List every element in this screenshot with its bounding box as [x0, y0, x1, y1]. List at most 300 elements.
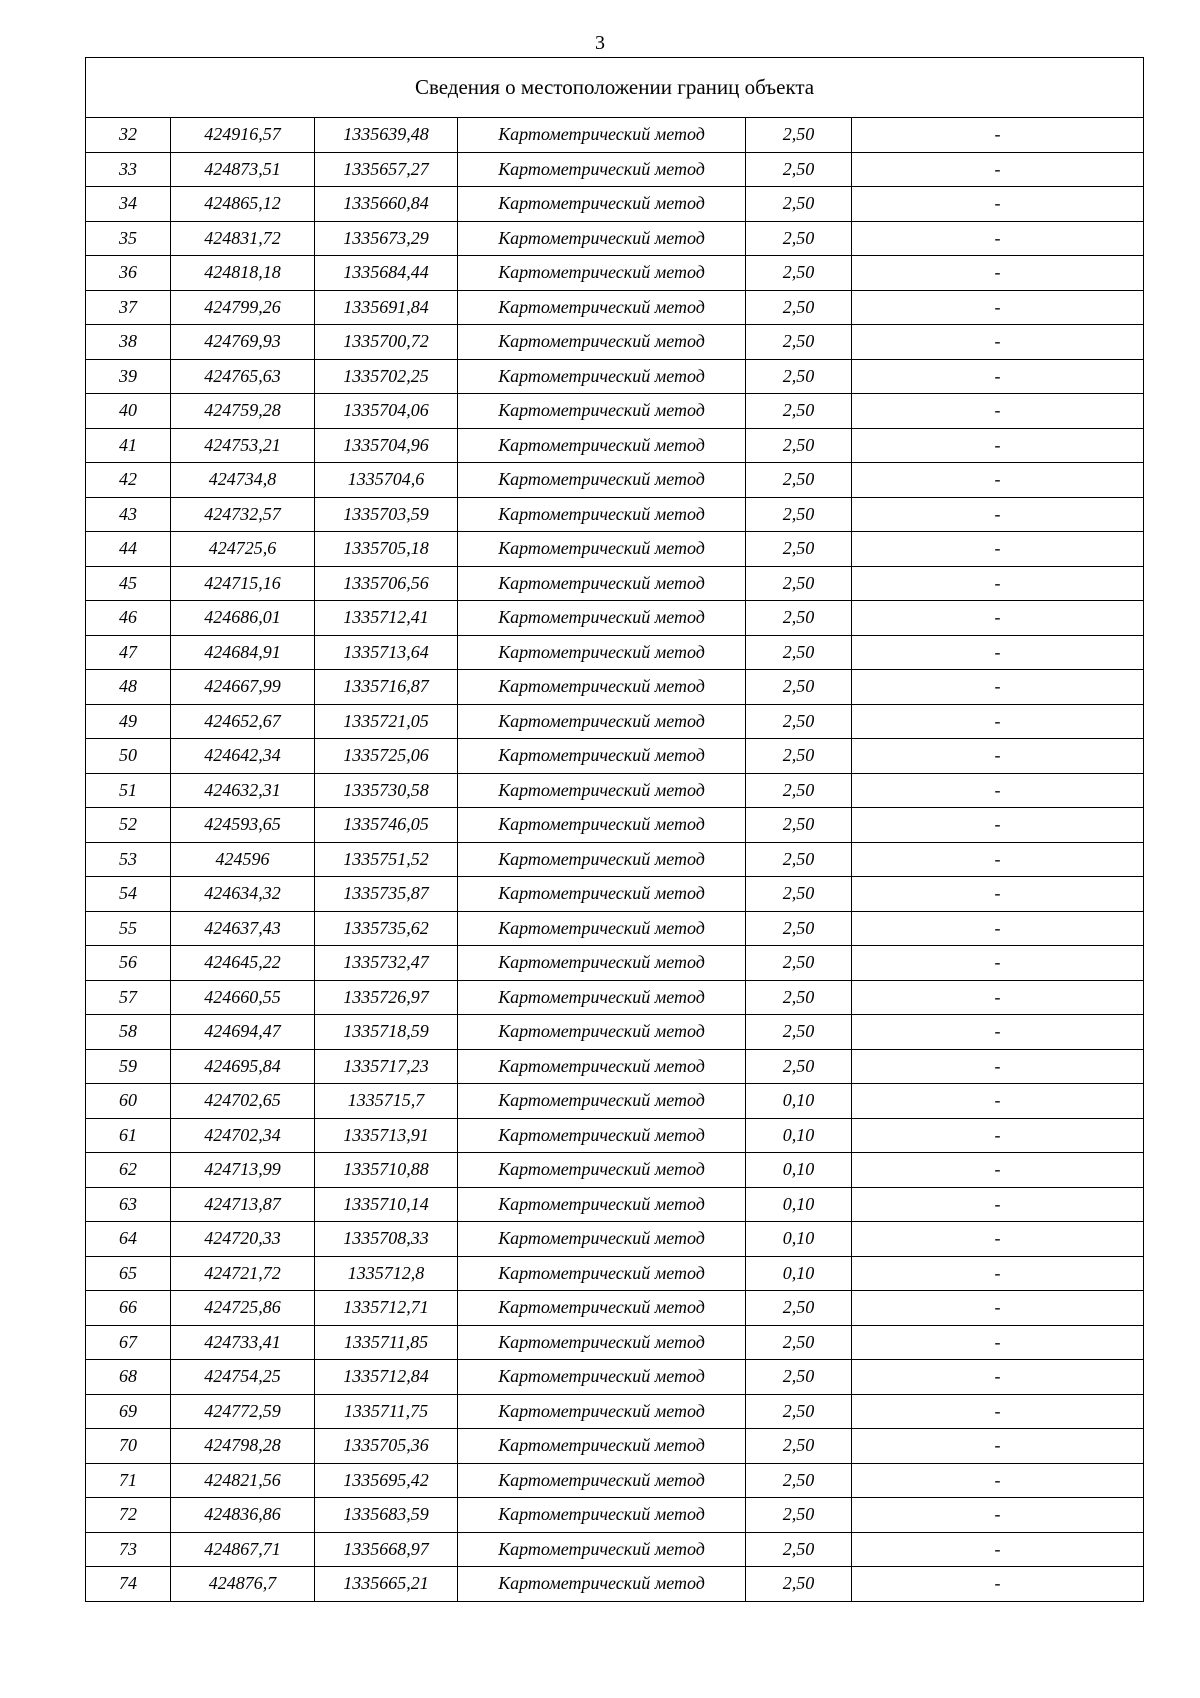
method-cell: Картометрический метод	[458, 1532, 746, 1567]
method-cell: Картометрический метод	[458, 1360, 746, 1395]
accuracy-cell: 0,10	[746, 1153, 852, 1188]
accuracy-cell: 2,50	[746, 877, 852, 912]
table-row	[86, 1049, 1144, 1084]
accuracy-cell: 0,10	[746, 1222, 852, 1257]
method-cell: Картометрический метод	[458, 532, 746, 567]
x-coordinate-cell: 424702,34	[171, 1118, 315, 1153]
method-cell: Картометрический метод	[458, 187, 746, 222]
description-cell: -	[852, 1118, 1144, 1153]
x-coordinate-cell: 424831,72	[171, 221, 315, 256]
point-number-cell: 48	[86, 670, 171, 705]
method-cell: Картометрический метод	[458, 601, 746, 636]
table-row	[86, 946, 1144, 981]
y-coordinate-cell: 1335721,05	[315, 704, 458, 739]
y-coordinate-cell: 1335665,21	[315, 1567, 458, 1602]
point-number-cell: 42	[86, 463, 171, 498]
accuracy-cell: 2,50	[746, 221, 852, 256]
description-cell: -	[852, 1187, 1144, 1222]
x-coordinate-cell: 424686,01	[171, 601, 315, 636]
description-cell: -	[852, 877, 1144, 912]
accuracy-cell: 0,10	[746, 1118, 852, 1153]
table-row	[86, 532, 1144, 567]
accuracy-cell: 2,50	[746, 1463, 852, 1498]
description-cell: -	[852, 394, 1144, 429]
accuracy-cell: 2,50	[746, 1567, 852, 1602]
y-coordinate-cell: 1335732,47	[315, 946, 458, 981]
point-number-cell: 54	[86, 877, 171, 912]
accuracy-cell: 0,10	[746, 1187, 852, 1222]
y-coordinate-cell: 1335660,84	[315, 187, 458, 222]
accuracy-cell: 2,50	[746, 980, 852, 1015]
x-coordinate-cell: 424721,72	[171, 1256, 315, 1291]
table-caption-row	[86, 58, 1144, 118]
accuracy-cell: 2,50	[746, 532, 852, 567]
description-cell: -	[852, 704, 1144, 739]
method-cell: Картометрический метод	[458, 1153, 746, 1188]
point-number-cell: 68	[86, 1360, 171, 1395]
y-coordinate-cell: 1335751,52	[315, 842, 458, 877]
method-cell: Картометрический метод	[458, 704, 746, 739]
y-coordinate-cell: 1335703,59	[315, 497, 458, 532]
x-coordinate-cell: 424652,67	[171, 704, 315, 739]
point-number-cell: 63	[86, 1187, 171, 1222]
table-row	[86, 1291, 1144, 1326]
table-row	[86, 152, 1144, 187]
point-number-cell: 47	[86, 635, 171, 670]
description-cell: -	[852, 842, 1144, 877]
accuracy-cell: 2,50	[746, 670, 852, 705]
y-coordinate-cell: 1335746,05	[315, 808, 458, 843]
x-coordinate-cell: 424702,65	[171, 1084, 315, 1119]
y-coordinate-cell: 1335702,25	[315, 359, 458, 394]
description-cell: -	[852, 532, 1144, 567]
y-coordinate-cell: 1335713,91	[315, 1118, 458, 1153]
description-cell: -	[852, 670, 1144, 705]
description-cell: -	[852, 1222, 1144, 1257]
y-coordinate-cell: 1335704,06	[315, 394, 458, 429]
description-cell: -	[852, 221, 1144, 256]
x-coordinate-cell: 424772,59	[171, 1394, 315, 1429]
point-number-cell: 51	[86, 773, 171, 808]
accuracy-cell: 2,50	[746, 1015, 852, 1050]
accuracy-cell: 2,50	[746, 290, 852, 325]
description-cell: -	[852, 256, 1144, 291]
y-coordinate-cell: 1335706,56	[315, 566, 458, 601]
x-coordinate-cell: 424684,91	[171, 635, 315, 670]
method-cell: Картометрический метод	[458, 1015, 746, 1050]
y-coordinate-cell: 1335684,44	[315, 256, 458, 291]
accuracy-cell: 2,50	[746, 187, 852, 222]
x-coordinate-cell: 424799,26	[171, 290, 315, 325]
point-number-cell: 64	[86, 1222, 171, 1257]
description-cell: -	[852, 911, 1144, 946]
point-number-cell: 50	[86, 739, 171, 774]
x-coordinate-cell: 424634,32	[171, 877, 315, 912]
y-coordinate-cell: 1335712,8	[315, 1256, 458, 1291]
x-coordinate-cell: 424836,86	[171, 1498, 315, 1533]
description-cell: -	[852, 635, 1144, 670]
point-number-cell: 55	[86, 911, 171, 946]
table-row	[86, 221, 1144, 256]
point-number-cell: 44	[86, 532, 171, 567]
method-cell: Картометрический метод	[458, 256, 746, 291]
x-coordinate-cell: 424821,56	[171, 1463, 315, 1498]
accuracy-cell: 2,50	[746, 1360, 852, 1395]
y-coordinate-cell: 1335710,88	[315, 1153, 458, 1188]
method-cell: Картометрический метод	[458, 980, 746, 1015]
x-coordinate-cell: 424713,87	[171, 1187, 315, 1222]
x-coordinate-cell: 424798,28	[171, 1429, 315, 1464]
point-number-cell: 37	[86, 290, 171, 325]
point-number-cell: 69	[86, 1394, 171, 1429]
point-number-cell: 53	[86, 842, 171, 877]
accuracy-cell: 2,50	[746, 1049, 852, 1084]
accuracy-cell: 2,50	[746, 152, 852, 187]
description-cell: -	[852, 325, 1144, 360]
method-cell: Картометрический метод	[458, 463, 746, 498]
description-cell: -	[852, 601, 1144, 636]
method-cell: Картометрический метод	[458, 1567, 746, 1602]
accuracy-cell: 2,50	[746, 428, 852, 463]
table-row	[86, 670, 1144, 705]
y-coordinate-cell: 1335735,87	[315, 877, 458, 912]
method-cell: Картометрический метод	[458, 359, 746, 394]
table-row	[86, 1498, 1144, 1533]
method-cell: Картометрический метод	[458, 877, 746, 912]
description-cell: -	[852, 463, 1144, 498]
y-coordinate-cell: 1335712,71	[315, 1291, 458, 1326]
x-coordinate-cell: 424754,25	[171, 1360, 315, 1395]
point-number-cell: 73	[86, 1532, 171, 1567]
table-row	[86, 1394, 1144, 1429]
accuracy-cell: 2,50	[746, 739, 852, 774]
accuracy-cell: 0,10	[746, 1256, 852, 1291]
method-cell: Картометрический метод	[458, 670, 746, 705]
y-coordinate-cell: 1335718,59	[315, 1015, 458, 1050]
point-number-cell: 49	[86, 704, 171, 739]
table-row	[86, 1256, 1144, 1291]
table-row	[86, 1463, 1144, 1498]
point-number-cell: 36	[86, 256, 171, 291]
y-coordinate-cell: 1335668,97	[315, 1532, 458, 1567]
description-cell: -	[852, 1429, 1144, 1464]
point-number-cell: 74	[86, 1567, 171, 1602]
point-number-cell: 43	[86, 497, 171, 532]
table-row	[86, 359, 1144, 394]
y-coordinate-cell: 1335657,27	[315, 152, 458, 187]
y-coordinate-cell: 1335700,72	[315, 325, 458, 360]
accuracy-cell: 2,50	[746, 1394, 852, 1429]
accuracy-cell: 2,50	[746, 497, 852, 532]
point-number-cell: 67	[86, 1325, 171, 1360]
y-coordinate-cell: 1335704,96	[315, 428, 458, 463]
point-number-cell: 62	[86, 1153, 171, 1188]
table-row	[86, 601, 1144, 636]
y-coordinate-cell: 1335726,97	[315, 980, 458, 1015]
table-row	[86, 256, 1144, 291]
accuracy-cell: 2,50	[746, 601, 852, 636]
x-coordinate-cell: 424694,47	[171, 1015, 315, 1050]
point-number-cell: 41	[86, 428, 171, 463]
y-coordinate-cell: 1335708,33	[315, 1222, 458, 1257]
table-row	[86, 1567, 1144, 1602]
table-caption: Сведения о местоположении границ объекта	[86, 58, 1144, 118]
point-number-cell: 33	[86, 152, 171, 187]
description-cell: -	[852, 152, 1144, 187]
method-cell: Картометрический метод	[458, 290, 746, 325]
method-cell: Картометрический метод	[458, 1118, 746, 1153]
table-row	[86, 290, 1144, 325]
description-cell: -	[852, 1394, 1144, 1429]
y-coordinate-cell: 1335673,29	[315, 221, 458, 256]
description-cell: -	[852, 739, 1144, 774]
point-number-cell: 72	[86, 1498, 171, 1533]
table-row	[86, 463, 1144, 498]
accuracy-cell: 2,50	[746, 1532, 852, 1567]
table-row	[86, 1429, 1144, 1464]
x-coordinate-cell: 424916,57	[171, 118, 315, 153]
description-cell: -	[852, 428, 1144, 463]
y-coordinate-cell: 1335716,87	[315, 670, 458, 705]
y-coordinate-cell: 1335712,41	[315, 601, 458, 636]
method-cell: Картометрический метод	[458, 911, 746, 946]
description-cell: -	[852, 290, 1144, 325]
page-number: 3	[595, 32, 605, 54]
point-number-cell: 65	[86, 1256, 171, 1291]
point-number-cell: 39	[86, 359, 171, 394]
accuracy-cell: 2,50	[746, 256, 852, 291]
description-cell: -	[852, 1463, 1144, 1498]
table-row	[86, 325, 1144, 360]
y-coordinate-cell: 1335705,36	[315, 1429, 458, 1464]
y-coordinate-cell: 1335712,84	[315, 1360, 458, 1395]
method-cell: Картометрический метод	[458, 1256, 746, 1291]
method-cell: Картометрический метод	[458, 394, 746, 429]
x-coordinate-cell: 424720,33	[171, 1222, 315, 1257]
point-number-cell: 59	[86, 1049, 171, 1084]
description-cell: -	[852, 946, 1144, 981]
table-row	[86, 704, 1144, 739]
x-coordinate-cell: 424765,63	[171, 359, 315, 394]
point-number-cell: 71	[86, 1463, 171, 1498]
table-row	[86, 428, 1144, 463]
y-coordinate-cell: 1335704,6	[315, 463, 458, 498]
table-row	[86, 980, 1144, 1015]
x-coordinate-cell: 424818,18	[171, 256, 315, 291]
method-cell: Картометрический метод	[458, 1429, 746, 1464]
table-row	[86, 1360, 1144, 1395]
x-coordinate-cell: 424695,84	[171, 1049, 315, 1084]
point-number-cell: 60	[86, 1084, 171, 1119]
accuracy-cell: 2,50	[746, 566, 852, 601]
method-cell: Картометрический метод	[458, 1394, 746, 1429]
method-cell: Картометрический метод	[458, 325, 746, 360]
method-cell: Картометрический метод	[458, 221, 746, 256]
accuracy-cell: 2,50	[746, 635, 852, 670]
x-coordinate-cell: 424733,41	[171, 1325, 315, 1360]
accuracy-cell: 2,50	[746, 1325, 852, 1360]
point-number-cell: 58	[86, 1015, 171, 1050]
method-cell: Картометрический метод	[458, 1325, 746, 1360]
accuracy-cell: 2,50	[746, 1429, 852, 1464]
point-number-cell: 56	[86, 946, 171, 981]
table-row	[86, 773, 1144, 808]
point-number-cell: 32	[86, 118, 171, 153]
table-row	[86, 118, 1144, 153]
y-coordinate-cell: 1335705,18	[315, 532, 458, 567]
method-cell: Картометрический метод	[458, 497, 746, 532]
x-coordinate-cell: 424645,22	[171, 946, 315, 981]
x-coordinate-cell: 424865,12	[171, 187, 315, 222]
table-row	[86, 1084, 1144, 1119]
method-cell: Картометрический метод	[458, 566, 746, 601]
table-row	[86, 808, 1144, 843]
x-coordinate-cell: 424725,86	[171, 1291, 315, 1326]
x-coordinate-cell: 424759,28	[171, 394, 315, 429]
y-coordinate-cell: 1335683,59	[315, 1498, 458, 1533]
accuracy-cell: 2,50	[746, 463, 852, 498]
method-cell: Картометрический метод	[458, 1291, 746, 1326]
accuracy-cell: 2,50	[746, 911, 852, 946]
method-cell: Картометрический метод	[458, 1463, 746, 1498]
accuracy-cell: 2,50	[746, 1498, 852, 1533]
table-row	[86, 1222, 1144, 1257]
method-cell: Картометрический метод	[458, 1498, 746, 1533]
point-number-cell: 34	[86, 187, 171, 222]
description-cell: -	[852, 1532, 1144, 1567]
y-coordinate-cell: 1335725,06	[315, 739, 458, 774]
y-coordinate-cell: 1335711,75	[315, 1394, 458, 1429]
method-cell: Картометрический метод	[458, 428, 746, 463]
table-row	[86, 1015, 1144, 1050]
x-coordinate-cell: 424660,55	[171, 980, 315, 1015]
y-coordinate-cell: 1335691,84	[315, 290, 458, 325]
x-coordinate-cell: 424637,43	[171, 911, 315, 946]
x-coordinate-cell: 424667,99	[171, 670, 315, 705]
point-number-cell: 35	[86, 221, 171, 256]
method-cell: Картометрический метод	[458, 808, 746, 843]
table-body	[86, 58, 1144, 1602]
x-coordinate-cell: 424732,57	[171, 497, 315, 532]
description-cell: -	[852, 773, 1144, 808]
description-cell: -	[852, 187, 1144, 222]
description-cell: -	[852, 566, 1144, 601]
y-coordinate-cell: 1335710,14	[315, 1187, 458, 1222]
description-cell: -	[852, 1567, 1144, 1602]
x-coordinate-cell: 424873,51	[171, 152, 315, 187]
method-cell: Картометрический метод	[458, 152, 746, 187]
x-coordinate-cell: 424876,7	[171, 1567, 315, 1602]
method-cell: Картометрический метод	[458, 1222, 746, 1257]
description-cell: -	[852, 1256, 1144, 1291]
description-cell: -	[852, 1084, 1144, 1119]
y-coordinate-cell: 1335639,48	[315, 118, 458, 153]
table-row	[86, 497, 1144, 532]
y-coordinate-cell: 1335711,85	[315, 1325, 458, 1360]
description-cell: -	[852, 1498, 1144, 1533]
method-cell: Картометрический метод	[458, 773, 746, 808]
point-number-cell: 70	[86, 1429, 171, 1464]
description-cell: -	[852, 1360, 1144, 1395]
x-coordinate-cell: 424725,6	[171, 532, 315, 567]
description-cell: -	[852, 497, 1144, 532]
table-row	[86, 187, 1144, 222]
point-number-cell: 66	[86, 1291, 171, 1326]
x-coordinate-cell: 424753,21	[171, 428, 315, 463]
boundary-coordinates-table	[85, 57, 1144, 1602]
accuracy-cell: 2,50	[746, 842, 852, 877]
y-coordinate-cell: 1335717,23	[315, 1049, 458, 1084]
point-number-cell: 38	[86, 325, 171, 360]
method-cell: Картометрический метод	[458, 739, 746, 774]
description-cell: -	[852, 980, 1144, 1015]
method-cell: Картометрический метод	[458, 635, 746, 670]
y-coordinate-cell: 1335735,62	[315, 911, 458, 946]
y-coordinate-cell: 1335695,42	[315, 1463, 458, 1498]
accuracy-cell: 2,50	[746, 773, 852, 808]
x-coordinate-cell: 424593,65	[171, 808, 315, 843]
point-number-cell: 45	[86, 566, 171, 601]
x-coordinate-cell: 424596	[171, 842, 315, 877]
table-row	[86, 739, 1144, 774]
table-row	[86, 1118, 1144, 1153]
table-row	[86, 635, 1144, 670]
table-row	[86, 1532, 1144, 1567]
description-cell: -	[852, 1049, 1144, 1084]
description-cell: -	[852, 808, 1144, 843]
method-cell: Картометрический метод	[458, 118, 746, 153]
table-row	[86, 911, 1144, 946]
description-cell: -	[852, 1291, 1144, 1326]
point-number-cell: 52	[86, 808, 171, 843]
y-coordinate-cell: 1335715,7	[315, 1084, 458, 1119]
accuracy-cell: 2,50	[746, 394, 852, 429]
point-number-cell: 40	[86, 394, 171, 429]
y-coordinate-cell: 1335730,58	[315, 773, 458, 808]
accuracy-cell: 2,50	[746, 946, 852, 981]
x-coordinate-cell: 424642,34	[171, 739, 315, 774]
table-row	[86, 877, 1144, 912]
table-row	[86, 1153, 1144, 1188]
x-coordinate-cell: 424734,8	[171, 463, 315, 498]
method-cell: Картометрический метод	[458, 1084, 746, 1119]
table-row	[86, 566, 1144, 601]
method-cell: Картометрический метод	[458, 842, 746, 877]
accuracy-cell: 2,50	[746, 808, 852, 843]
point-number-cell: 57	[86, 980, 171, 1015]
description-cell: -	[852, 1153, 1144, 1188]
description-cell: -	[852, 1015, 1144, 1050]
accuracy-cell: 0,10	[746, 1084, 852, 1119]
accuracy-cell: 2,50	[746, 118, 852, 153]
x-coordinate-cell: 424632,31	[171, 773, 315, 808]
x-coordinate-cell: 424769,93	[171, 325, 315, 360]
method-cell: Картометрический метод	[458, 1049, 746, 1084]
description-cell: -	[852, 359, 1144, 394]
table-row	[86, 394, 1144, 429]
table-row	[86, 842, 1144, 877]
accuracy-cell: 2,50	[746, 359, 852, 394]
accuracy-cell: 2,50	[746, 325, 852, 360]
accuracy-cell: 2,50	[746, 704, 852, 739]
method-cell: Картометрический метод	[458, 946, 746, 981]
accuracy-cell: 2,50	[746, 1291, 852, 1326]
method-cell: Картометрический метод	[458, 1187, 746, 1222]
x-coordinate-cell: 424715,16	[171, 566, 315, 601]
description-cell: -	[852, 1325, 1144, 1360]
point-number-cell: 61	[86, 1118, 171, 1153]
y-coordinate-cell: 1335713,64	[315, 635, 458, 670]
